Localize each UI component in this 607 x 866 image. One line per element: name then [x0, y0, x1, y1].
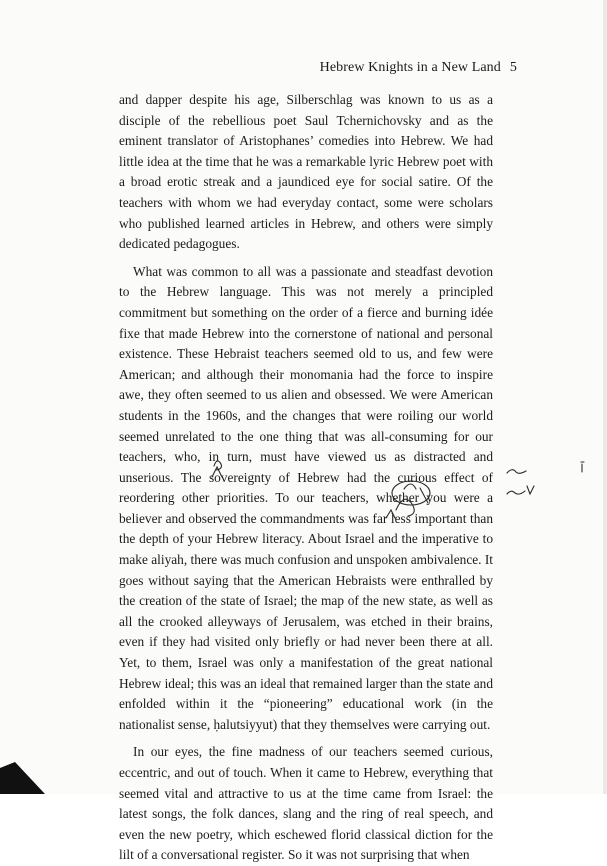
paragraph-1: and dapper despite his age, Silberschlag was known to us as a disciple of the rebellious poet Saul Tchernichovsky and as the eminent translator of Aristophanes’ comedies into Hebrew. We had little idea at the time that he was a remarkable lyric Hebrew poet with a broad erotic streak and a jaundiced eye for social satire. Of the teachers with whom we had everyday contact, some were scholars who published learned articles in Hebrew, and others were simply dedicated pedagogues.: [119, 92, 493, 252]
page-number: 5: [509, 60, 517, 75]
paragraph-2: What was common to all was a passionate and steadfast devotion to the Hebrew language. This was not merely a principled commitment but something on the order of a fierce and burning idée fixe that made Hebrew into the cornerstone of national and personal existence. These Hebraist teachers seemed old to us, and few were American; and although their monomania had the force to inspire awe, they often seemed to us alien and obsessed. We were American students in the 1960s, and the changes that were roiling our world seemed unrelated to the one thing that was all-consuming for our teachers, who, in turn, must have viewed us as distracted and unserious. The sovereignty of Hebrew had the curious effect of reordering other priorities. To our teachers, whether you were a believer and observed the commandments was far less important than the depth of your Hebrew literacy. About Israel and the imperative to make aliyah, there was much confusion and unspoken ambivalence. It goes without saying that the American Hebraists were enthralled by the creation of the state of Israel; the map of the new state, as well as all the crooked alleyways of Jerusalem, was etched in their brains, even if they had visited only briefly or had never been there at all. Yet, to them, Israel was only a manifestation of the great national Hebrew ideal; this was an ideal that remained larger than the state and enfolded within it the “pioneering” educational work (in the nationalist sense, ḥalutsiyyut) that they themselves were carrying out.: [119, 263, 493, 732]
paragraph-3: In our eyes, the fine madness of our teachers seemed curious, eccentric, and out of touch. When it came to Hebrew, everything that seemed vital and attractive to us at the time came from Israel: the latest songs, the folk dances, slang and the ring of real speech, and even the new poetry, which eschewed florid classical diction for the lilt of a conversational register. So it was not surprising that when: [119, 744, 493, 863]
margin-tick: [581, 462, 584, 472]
body-text: [119, 90, 493, 866]
margin-note-2: [507, 486, 534, 494]
running-title: Hebrew Knights in a New Land: [319, 60, 501, 75]
margin-note-1: [507, 470, 526, 474]
running-header: [320, 60, 517, 76]
